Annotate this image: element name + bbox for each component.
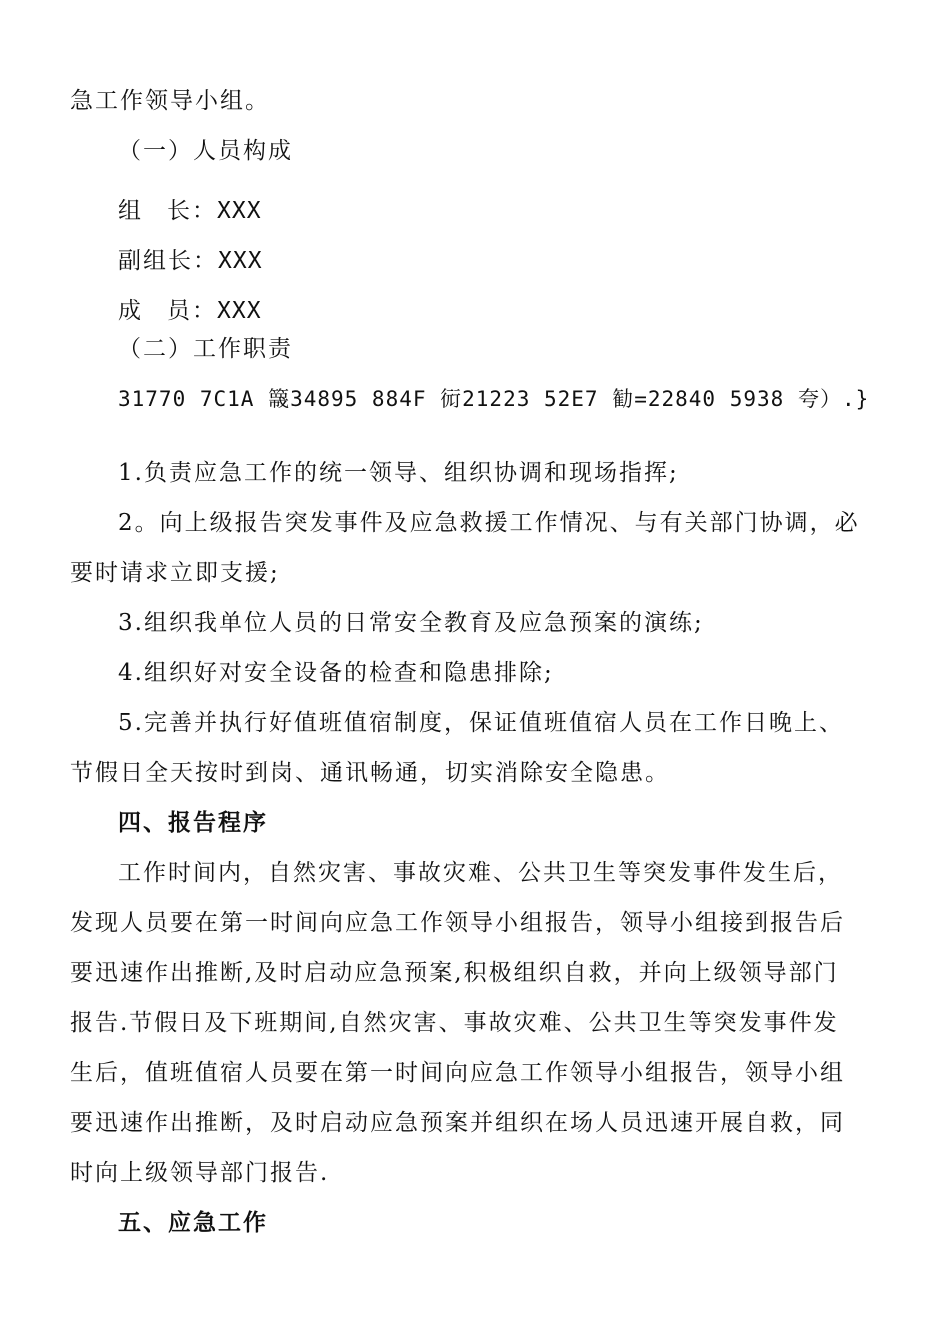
duty-item-4: 4.组织好对安全设备的检查和隐患排除; (118, 660, 554, 686)
paragraph-line: 要迅速作出推断，及时启动应急预案并组织在场人员迅速开展自救，同 (70, 1110, 845, 1136)
paragraph-line: 要迅速作出推断,及时启动应急预案,积极组织自救，并向上级领导部门 (70, 960, 839, 986)
role-value: XXX (218, 248, 263, 274)
paragraph-line: 工作时间内，自然灾害、事故灾难、公共卫生等突发事件发生后， (118, 860, 843, 886)
role-member (118, 296, 262, 326)
duty-item-2: 2。向上级报告突发事件及应急救援工作情况、与有关部门协调，必 (118, 510, 860, 536)
paragraph-line: 报告.节假日及下班期间,自然灾害、事故灾难、公共卫生等突发事件发 (70, 1010, 839, 1036)
paragraph-line: 发现人员要在第一时间向应急工作领导小组报告，领导小组接到报告后 (70, 910, 845, 936)
role-label-part: 成 (118, 298, 143, 324)
role-label-part: 员： (167, 298, 217, 324)
role-label-part: 长： (167, 198, 217, 224)
role-deputy-leader (118, 246, 263, 276)
encoded-text-line: 31770 7C1A 簚34895 884F 衏21223 52E7 勧=22840 5938 夸）.} (118, 387, 870, 411)
duty-item-3: 3.组织我单位人员的日常安全教育及应急预案的演练; (118, 610, 704, 636)
duty-item-2-cont: 要时请求立即支援; (70, 560, 280, 586)
section-heading-emergency-work: 五、应急工作 (118, 1210, 268, 1236)
duty-item-5: 5.完善并执行好值班值宿制度，保证值班值宿人员在工作日晚上、 (118, 710, 844, 736)
role-label-part: 组 (118, 198, 143, 224)
duty-item-1: 1.负责应急工作的统一领导、组织协调和现场指挥; (118, 460, 679, 486)
duty-item-5-cont: 节假日全天按时到岗、通讯畅通，切实消除安全隐患。 (70, 760, 670, 786)
section-heading-reporting: 四、报告程序 (118, 810, 268, 836)
paragraph-line: 时向上级领导部门报告. (70, 1160, 330, 1186)
paragraph-line: 生后，值班值宿人员要在第一时间向应急工作领导小组报告，领导小组 (70, 1060, 845, 1086)
role-leader (118, 196, 262, 226)
role-label: 副组长： (118, 248, 218, 274)
role-value: XXX (217, 298, 262, 324)
subheading-personnel: （一）人员构成 (118, 138, 293, 164)
paragraph-line: 急工作领导小组。 (70, 88, 270, 114)
role-value: XXX (217, 198, 262, 224)
subheading-duties: （二）工作职责 (118, 336, 293, 362)
